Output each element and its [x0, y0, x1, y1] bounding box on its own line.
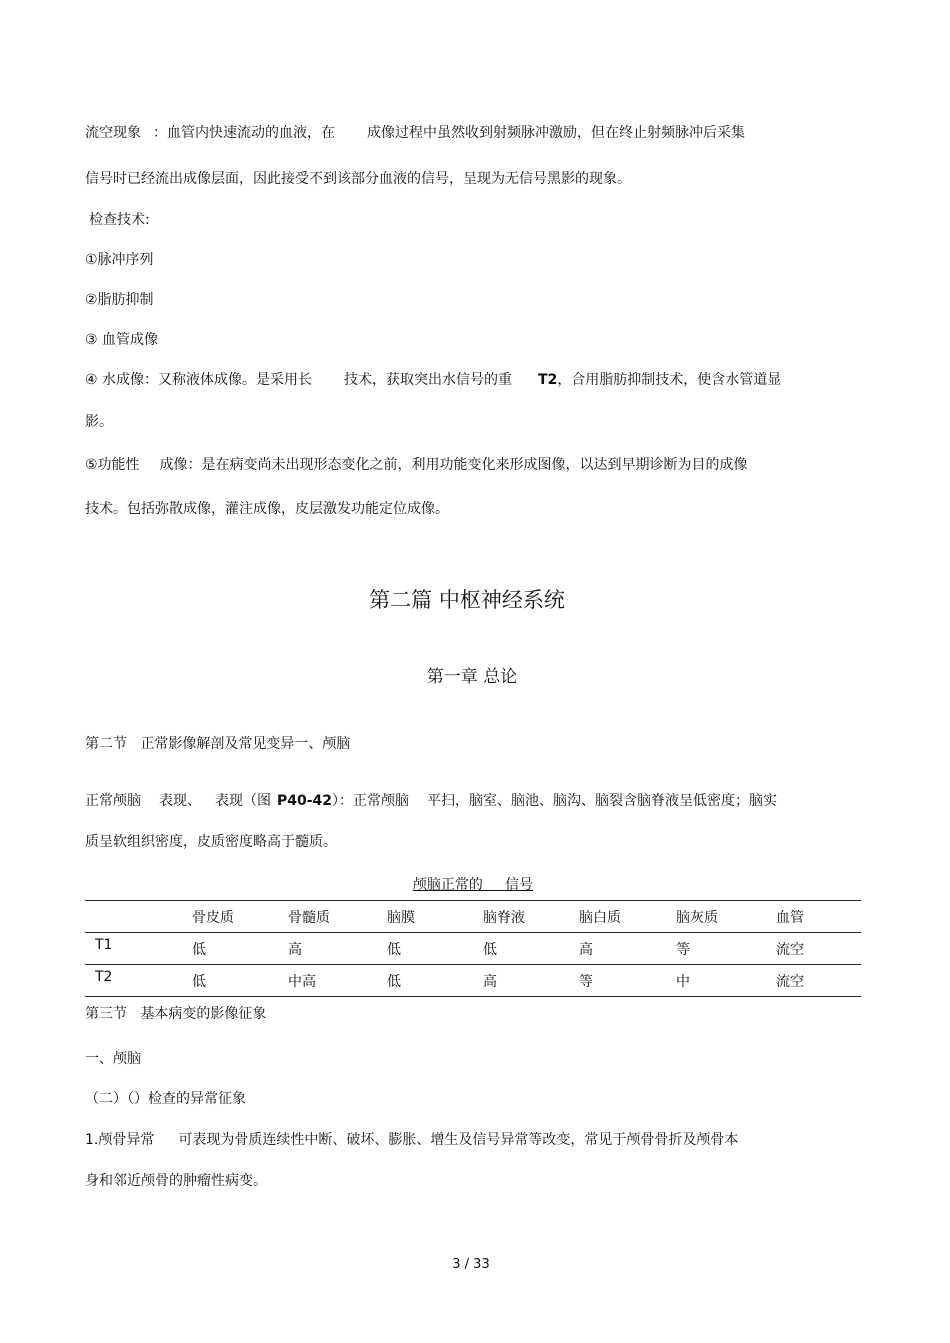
tech-heading: 检查技术:: [89, 212, 150, 228]
tech-4-text-a: ④ 水成像：又称液体成像。是采用长: [85, 372, 313, 388]
tech-item-5-cont: 技术。包括弥散成像，灌注成像，皮层激发功能定位成像。: [85, 501, 449, 517]
tech-4-t2: T2: [538, 372, 558, 388]
table-header-cell: 脑脊液: [483, 909, 525, 926]
table-cell: 等: [579, 973, 593, 990]
table-row: [85, 965, 861, 997]
s3-item-label: 1.颅骨异常: [85, 1132, 155, 1148]
tech-item-4: [85, 371, 781, 389]
table-header-row: [85, 901, 861, 933]
section-3-sub-2: （二）（）检查的异常征象: [85, 1091, 246, 1107]
table-header-cell: 骨髓质: [288, 909, 330, 926]
table-cell: 低: [192, 941, 206, 958]
section-3-heading: 第三节 基本病变的影像征象: [85, 1006, 267, 1022]
part-title: 第二篇 中枢神经系统: [369, 588, 565, 612]
table-header-cell: 血管: [776, 909, 804, 926]
s2-text-e: ）：正常颅脑: [332, 793, 410, 809]
tech-5-text-b: 成像：是在病变尚未出现形态变化之前，利用功能变化来形成图像，以达到早期诊断为目的成像: [159, 457, 748, 473]
table-cell: 低: [387, 941, 401, 958]
s3-item-text: 可表现为骨质连续性中断、破坏、膨胀、增生及信号异常等改变，常见于颅骨骨折及颅骨本: [178, 1132, 739, 1148]
table-row-label: T2: [95, 969, 113, 985]
table-cell: 中: [676, 973, 690, 990]
section-2-line-1: [85, 792, 777, 810]
tech-5-text-a: ⑤功能性: [85, 457, 140, 473]
section-3-item-1-cont: 身和邻近颅骨的肿瘤性病变。: [85, 1173, 267, 1189]
flow-void-line-1: [85, 124, 745, 142]
signal-table: [85, 900, 861, 997]
tech-item-4-cont: 影。: [85, 414, 113, 430]
table-cell: 低: [387, 973, 401, 990]
table-cell: 等: [676, 941, 690, 958]
s2-text-b: 表现、: [159, 793, 201, 809]
table-row-label: T1: [95, 937, 113, 953]
tech-4-text-b: 技术，获取突出水信号的重: [344, 372, 513, 388]
page-number: 3 / 33: [452, 1257, 490, 1272]
term-flow-void: 流空现象: [85, 125, 141, 141]
table-header-cell: 脑白质: [579, 909, 621, 926]
tech-item-1: ①脉冲序列: [85, 252, 154, 268]
chapter-title: 第一章 总论: [426, 667, 518, 687]
tech-item-5: [85, 456, 748, 474]
tech-4-text-d: ，合用脂肪抑制技术，使含水管道显: [557, 372, 782, 388]
table-header-cell: 脑灰质: [676, 909, 718, 926]
table-cell: 流空: [776, 941, 804, 958]
table-cell: 高: [483, 973, 497, 990]
tech-item-3: ③ 血管成像: [85, 332, 159, 348]
s2-figure-ref: P40-42: [277, 793, 333, 809]
table-cell: 高: [579, 941, 593, 958]
s2-text-f: 平扫，脑室、脑池、脑沟、脑裂含脑脊液呈低密度；脑实: [427, 793, 778, 809]
table-cell: 低: [192, 973, 206, 990]
tech-item-2: ②脂肪抑制: [85, 292, 154, 308]
table-row: [85, 933, 861, 965]
s2-text-c: 表现（图: [215, 793, 271, 809]
flow-void-line-2: 信号时已经流出成像层面，因此接受不到该部分血液的信号，呈现为无信号黑影的现象。: [85, 171, 631, 187]
table-header-cell: [85, 901, 192, 933]
table-header-cell: 骨皮质: [192, 909, 234, 926]
table-cell: 流空: [776, 973, 804, 990]
table-caption-text: 颅脑正常的 信号: [412, 877, 534, 893]
table-caption: [0, 876, 946, 894]
table-header-cell: 脑膜: [387, 909, 415, 926]
table-cell: 高: [288, 941, 302, 958]
section-3-sub-1: 一、颅脑: [85, 1051, 141, 1067]
s2-text-a: 正常颅脑: [85, 793, 141, 809]
flow-void-text-b: 成像过程中虽然收到射频脉冲激励，但在终止射频脉冲后采集: [367, 125, 745, 141]
table-cell: 低: [483, 941, 497, 958]
flow-void-text-a: ：血管内快速流动的血液，在: [153, 125, 335, 141]
table-cell: 中高: [288, 973, 316, 990]
section-2-heading: 第二节 正常影像解剖及常见变异一、颅脑: [85, 736, 351, 752]
section-3-item-1: [85, 1131, 738, 1149]
section-2-line-2: 质呈软组织密度，皮质密度略高于髓质。: [85, 834, 337, 850]
